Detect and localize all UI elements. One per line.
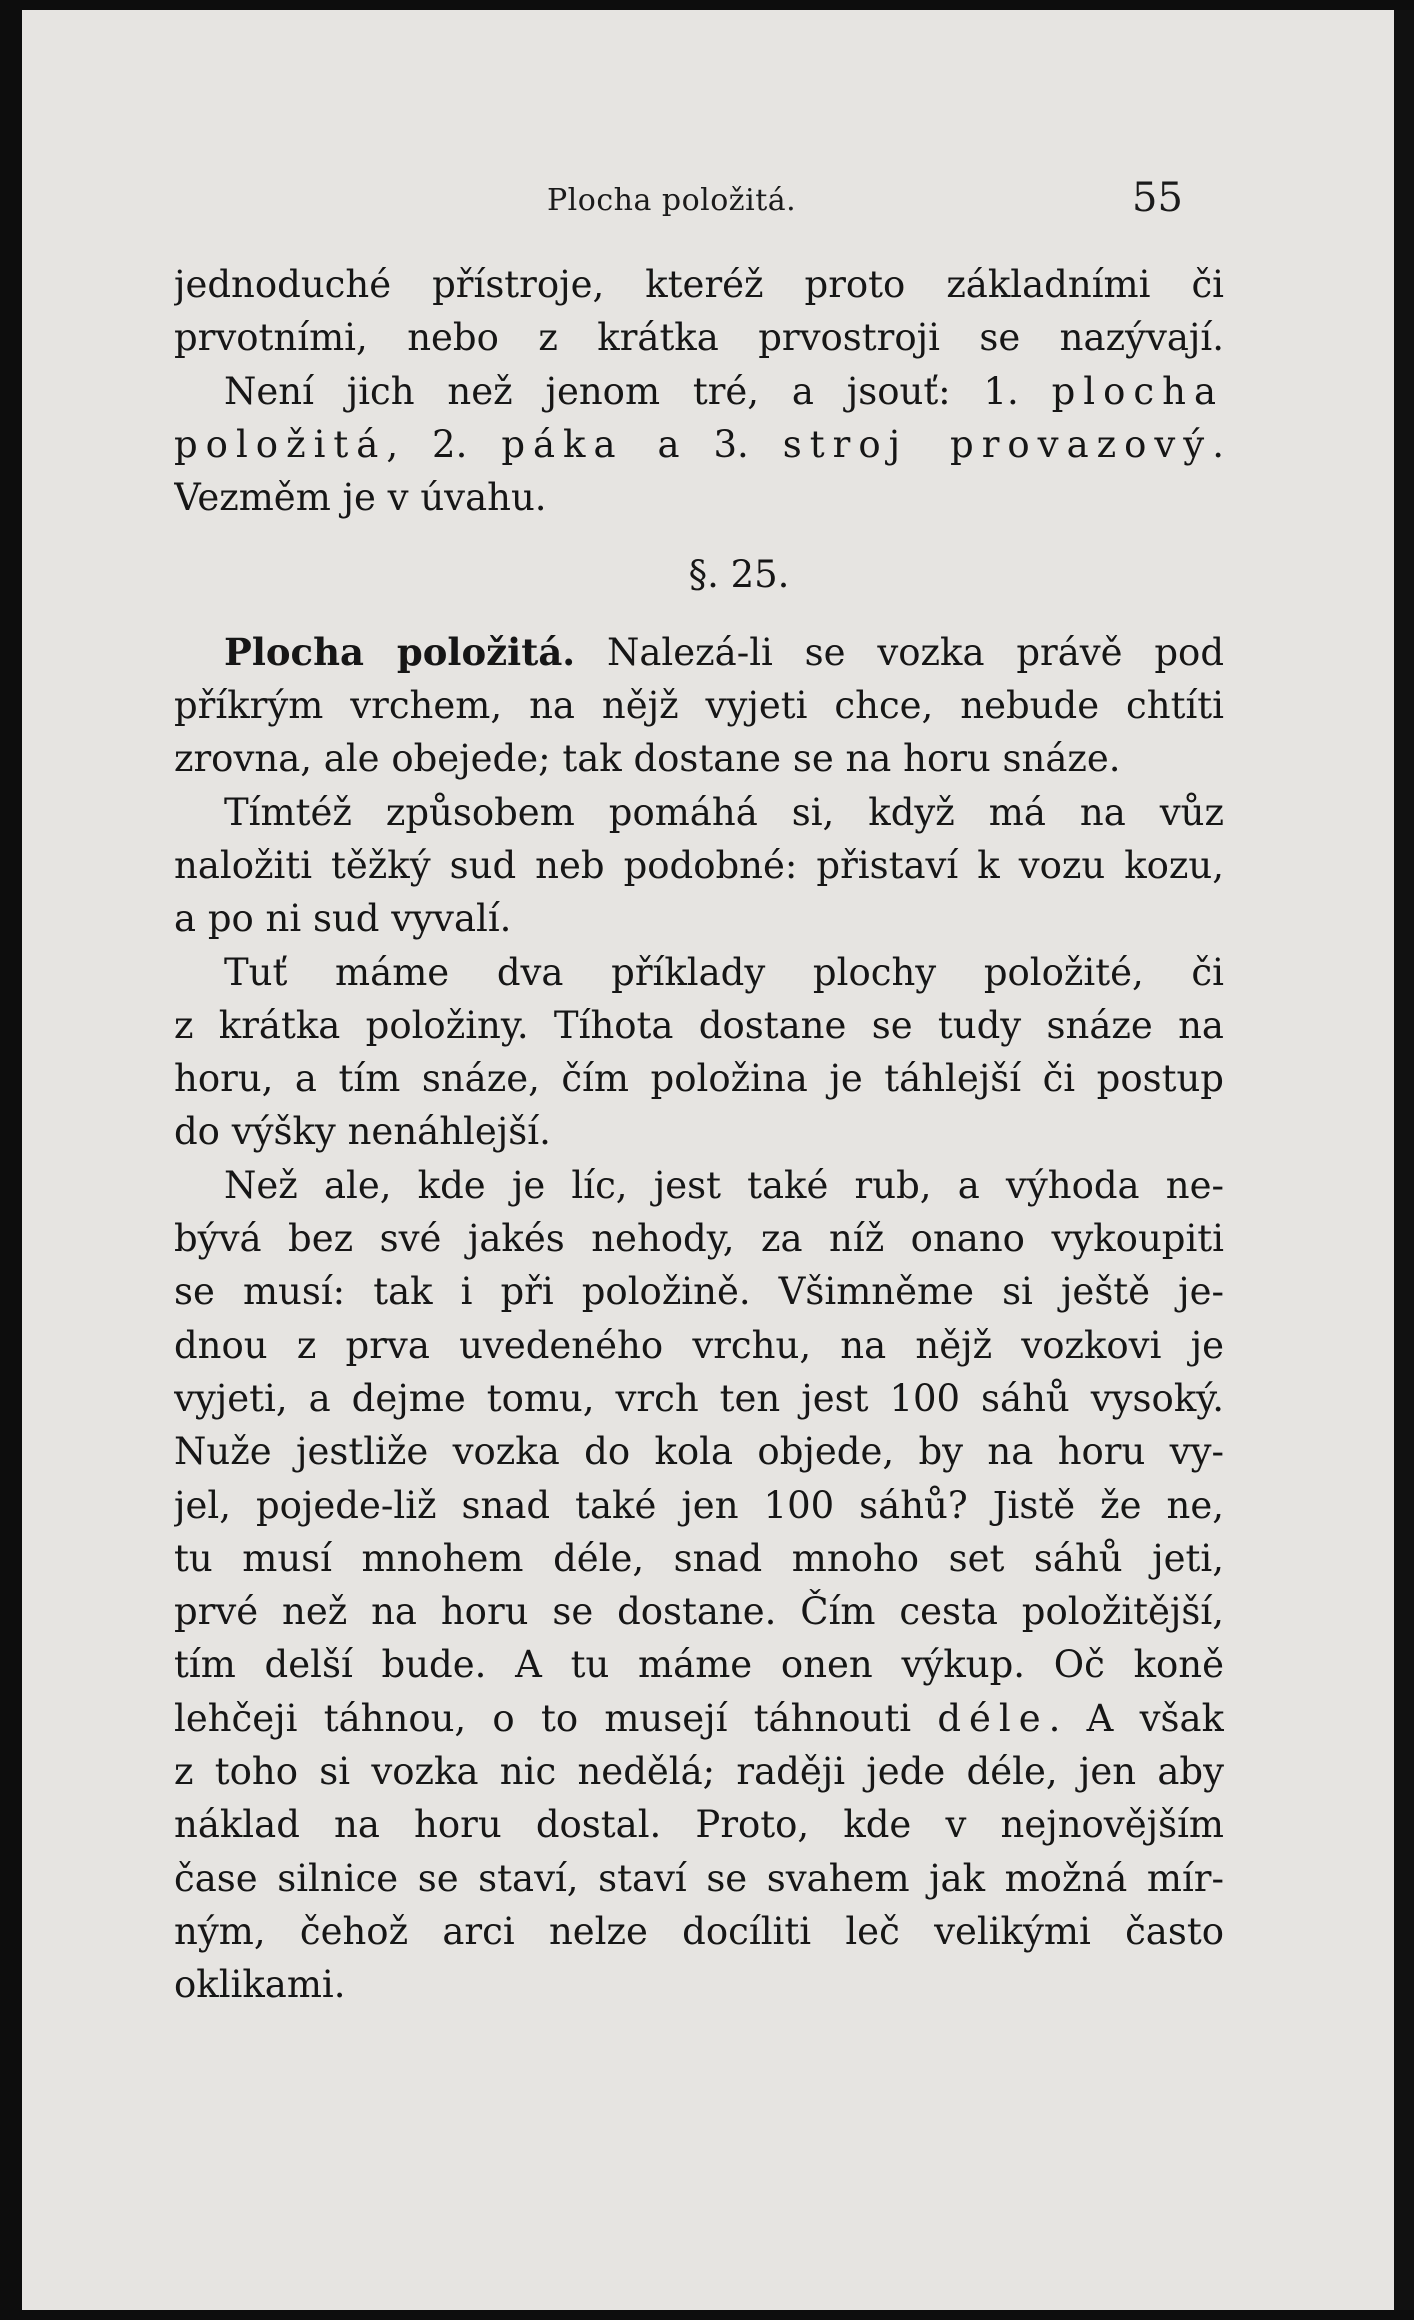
section-heading: Plocha položitá.: [224, 629, 576, 674]
text-line: Nuže jestliže vozka do kola objede, by na horu vy-: [174, 1430, 1224, 1474]
text-line: Tímtéž způsobem pomáhá si, když má na vůz: [224, 790, 1224, 834]
text-line: a po ni sud vyvalí.: [174, 897, 512, 941]
spaced-term: déle: [937, 1696, 1049, 1740]
text-line: Tuť máme dva příklady plochy položité, či: [224, 950, 1224, 994]
text-run: a 3.: [623, 422, 783, 466]
scan-border-left: [0, 0, 22, 2320]
text-run: .: [1212, 422, 1224, 466]
text-line: ným, čehož arci nelze docíliti leč velikými často: [174, 1909, 1224, 1953]
text-line: prvotními, nebo z krátka prvostroji se nazývají.: [174, 316, 1224, 360]
text-line: tím delší bude. A tu máme onen výkup. Oč koně: [174, 1643, 1224, 1687]
spaced-term: plocha: [1051, 369, 1224, 413]
text-line: [174, 365, 1224, 418]
text-run: Není jich než jenom tré, a jsouť: 1.: [224, 369, 1052, 413]
text-line: [174, 418, 1224, 471]
text-line: [174, 1692, 1224, 1745]
text-run: Nalezá-li se vozka právě pod: [575, 630, 1224, 674]
text-line: naložiti těžký sud neb podobné: přistaví k vozu kozu,: [174, 843, 1224, 887]
book-page: [22, 10, 1394, 2310]
text-line: prvé než na horu se dostane. Čím cesta položitější,: [174, 1590, 1224, 1634]
text-line: jednoduché přístroje, kteréž proto základními či: [174, 263, 1224, 306]
section-number: §. 25.: [688, 553, 790, 597]
text-line: z krátka položiny. Tíhota dostane se tudy snáze na: [174, 1003, 1224, 1047]
text-line: příkrým vrchem, na nějž vyjeti chce, nebude chtíti: [174, 684, 1224, 728]
text-line: [174, 626, 1224, 679]
spacer: [174, 524, 1224, 548]
running-head: Plocha položitá.: [547, 183, 797, 218]
page-number: 55: [1132, 175, 1183, 221]
text-line: tu musí mnohem déle, snad mnoho set sáhů jeti,: [174, 1536, 1224, 1580]
spaced-term: stroj provazový: [782, 422, 1213, 466]
text-line: Vezměm je v úvahu.: [174, 476, 547, 520]
text-line: do výšky nenáhlejší.: [174, 1110, 551, 1154]
page-header: [22, 175, 1394, 225]
spaced-term: položitá: [174, 422, 387, 466]
text-line: jel, pojede-liž snad také jen 100 sáhů? Jistě že ne,: [174, 1483, 1224, 1527]
text-run: lehčeji táhnou, o to musejí táhnouti: [174, 1696, 938, 1740]
text-line: zrovna, ale obejede; tak dostane se na horu snáze.: [174, 737, 1121, 781]
text-line: vyjeti, a dejme tomu, vrch ten jest 100 sáhů vysoký.: [174, 1376, 1224, 1420]
text-line: náklad na horu dostal. Proto, kde v nejnovějším: [174, 1803, 1224, 1847]
text-run: , 2.: [386, 422, 502, 466]
text-line: čase silnice se staví, staví se svahem jak možná mír-: [174, 1856, 1224, 1900]
scan-border-right: [1394, 10, 1414, 2310]
text-line: oklikami.: [174, 1963, 346, 2007]
spaced-term: páka: [501, 422, 624, 466]
text-line: Než ale, kde je líc, jest také rub, a výhoda ne-: [224, 1163, 1224, 1207]
text-line: bývá bez své jakés nehody, za níž onano vykoupiti: [174, 1217, 1224, 1261]
text-line: horu, a tím snáze, čím položina je táhlejší či postup: [174, 1057, 1224, 1101]
text-line: se musí: tak i při položině. Všimněme si ještě je-: [174, 1270, 1224, 1314]
text-line: dnou z prva uvedeného vrchu, na nějž vozkovi je: [174, 1323, 1224, 1367]
page-body: [174, 258, 1224, 2012]
text-line: z toho si vozka nic nedělá; raději jede déle, jen aby: [174, 1750, 1224, 1794]
text-run: . A však: [1048, 1696, 1224, 1740]
spacer: [174, 602, 1224, 626]
